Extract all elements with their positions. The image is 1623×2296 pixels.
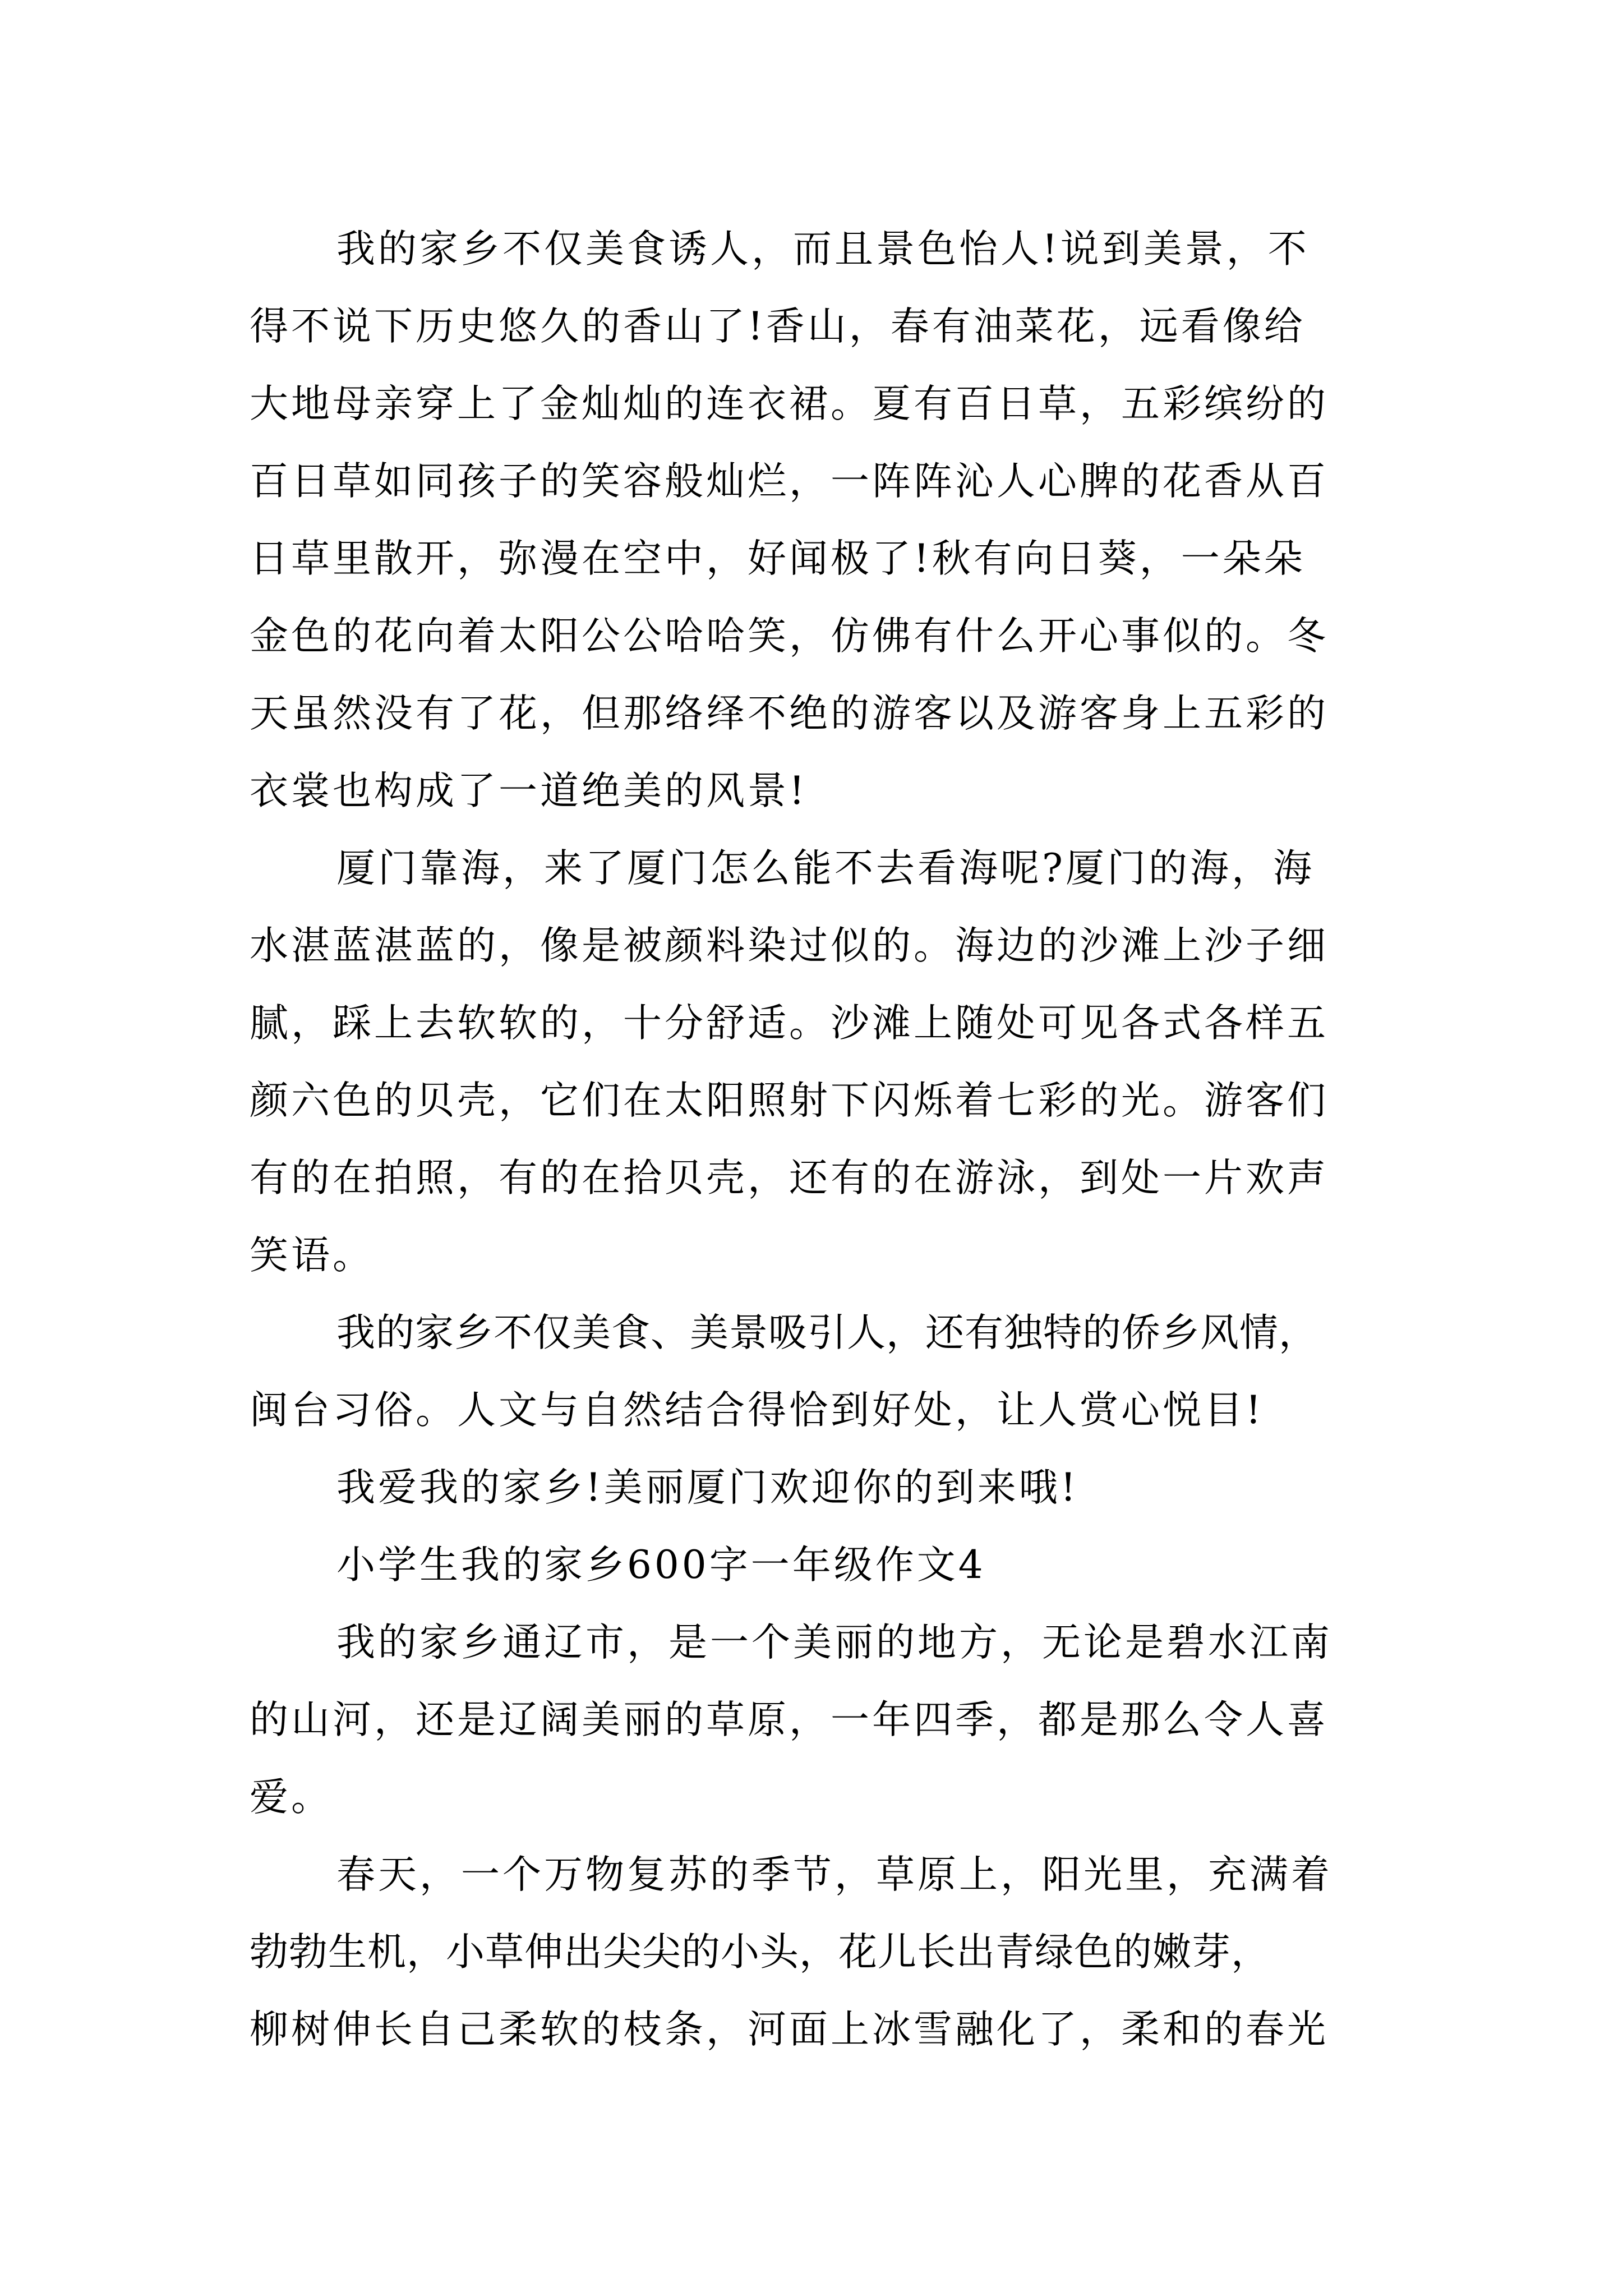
text-line: 我的家乡通辽市，是一个美丽的地方，无论是碧水江南	[336, 1620, 1332, 1665]
text-line: 颜六色的贝壳，它们在太阳照射下闪烁着七彩的光。游客们	[250, 1078, 1329, 1123]
text-line: 春天，一个万物复苏的季节，草原上，阳光里，充满着	[336, 1852, 1332, 1897]
section-heading: 小学生我的家乡600字一年级作文4	[336, 1543, 986, 1588]
text-line: 我的家乡不仅美食、美景吸引人，还有独特的侨乡风情，	[336, 1310, 1318, 1355]
text-line: 柳树伸长自己柔软的枝条，河面上冰雪融化了，柔和的春光	[250, 2007, 1329, 2052]
text-line: 厦门靠海，来了厦门怎么能不去看海呢?厦门的海，海	[336, 846, 1315, 891]
text-line: 我爱我的家乡!美丽厦门欢迎你的到来哦!	[336, 1465, 1079, 1510]
text-line: 金色的花向着太阳公公哈哈笑，仿佛有什么开心事似的。冬	[250, 614, 1329, 659]
essay-text	[250, 210, 1382, 2068]
text-line: 的山河，还是辽阔美丽的草原，一年四季，都是那么令人喜	[250, 1697, 1329, 1742]
text-line: 笑语。	[250, 1233, 374, 1278]
text-line: 我的家乡不仅美食诱人，而且景色怡人!说到美景，不	[336, 227, 1310, 272]
text-line: 有的在拍照，有的在拾贝壳，还有的在游泳，到处一片欢声	[250, 1156, 1329, 1200]
text-line: 勃勃生机，小草伸出尖尖的小头，花儿长出青绿色的嫩芽，	[250, 1930, 1270, 1975]
text-line: 日草里散开，弥漫在空中，好闻极了!秋有向日葵，一朵朵	[250, 536, 1306, 581]
text-line: 衣裳也构成了一道绝美的风景!	[250, 769, 808, 813]
text-line: 爱。	[250, 1775, 333, 1820]
text-line: 水湛蓝湛蓝的，像是被颜料染过似的。海边的沙滩上沙子细	[250, 923, 1329, 968]
text-line: 闽台习俗。人文与自然结合得恰到好处，让人赏心悦目!	[250, 1388, 1264, 1433]
text-line: 百日草如同孩子的笑容般灿烂，一阵阵沁人心脾的花香从百	[250, 459, 1329, 504]
text-line: 天虽然没有了花，但那络绎不绝的游客以及游客身上五彩的	[250, 691, 1329, 736]
text-line: 腻，踩上去软软的，十分舒适。沙滩上随处可见各式各样五	[250, 1001, 1329, 1046]
text-line: 大地母亲穿上了金灿灿的连衣裙。夏有百日草，五彩缤纷的	[250, 381, 1329, 426]
text-line: 得不说下历史悠久的香山了!香山，春有油菜花，远看像给	[250, 304, 1306, 349]
